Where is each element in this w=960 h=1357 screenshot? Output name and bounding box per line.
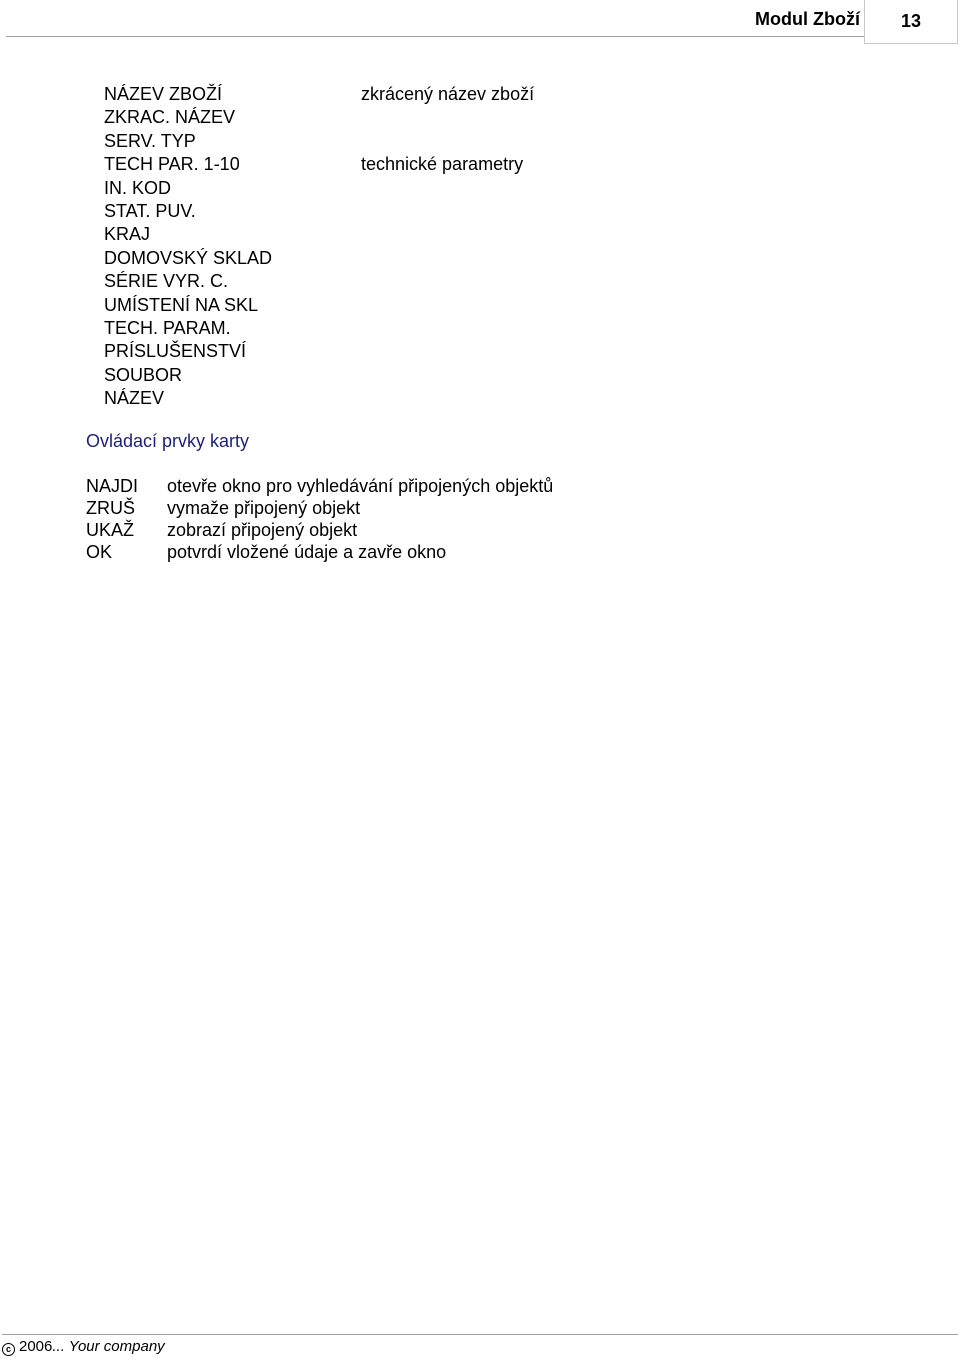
field-list	[104, 83, 272, 410]
field-item: UMÍSTENÍ NA SKL	[104, 294, 259, 315]
control-key: UKAŽ	[86, 520, 135, 540]
field-item: STAT. PUV.	[104, 200, 196, 221]
section-heading: Ovládací prvky karty	[86, 431, 250, 451]
field-item: IN. KOD	[104, 177, 172, 198]
page-number: 13	[900, 11, 922, 31]
control-key: OK	[86, 542, 113, 562]
footer-year: 2006	[19, 1338, 53, 1355]
field-item: TECH. PARAM.	[104, 317, 231, 338]
control-key: ZRUŠ	[86, 498, 135, 518]
copyright-icon: c	[2, 1343, 15, 1356]
field-description-tech-params: technické parametry	[361, 154, 524, 174]
footer-divider	[2, 1334, 958, 1335]
control-description: zobrazí připojený objekt	[167, 520, 358, 540]
control-key: NAJDI	[86, 476, 139, 496]
field-description-short-name: zkrácený název zboží	[361, 84, 535, 104]
field-item: ZKRAC. NÁZEV	[104, 107, 236, 128]
field-item: SÉRIE VYR. C.	[104, 271, 229, 292]
header-divider	[6, 36, 864, 37]
field-item: DOMOVSKÝ SKLAD	[104, 247, 273, 268]
field-item: SOUBOR	[104, 364, 183, 385]
footer-company: ... Your company	[52, 1338, 165, 1355]
field-item: KRAJ	[104, 224, 151, 245]
field-item: NÁZEV ZBOŽÍ	[104, 84, 223, 104]
field-item: SERV. TYP	[104, 130, 196, 151]
field-item: NÁZEV	[104, 388, 165, 409]
control-description: otevře okno pro vyhledávání připojených objektů	[167, 476, 554, 496]
page-number-box	[864, 0, 958, 44]
page-footer	[2, 1338, 165, 1356]
control-description: vymaže připojený objekt	[167, 498, 361, 518]
field-item: TECH PAR. 1-10	[104, 154, 240, 175]
control-description: potvrdí vložené údaje a zavře okno	[167, 542, 447, 562]
field-item: PRÍSLUŠENSTVÍ	[104, 341, 247, 362]
page-header-title: Modul Zboží	[755, 9, 860, 29]
